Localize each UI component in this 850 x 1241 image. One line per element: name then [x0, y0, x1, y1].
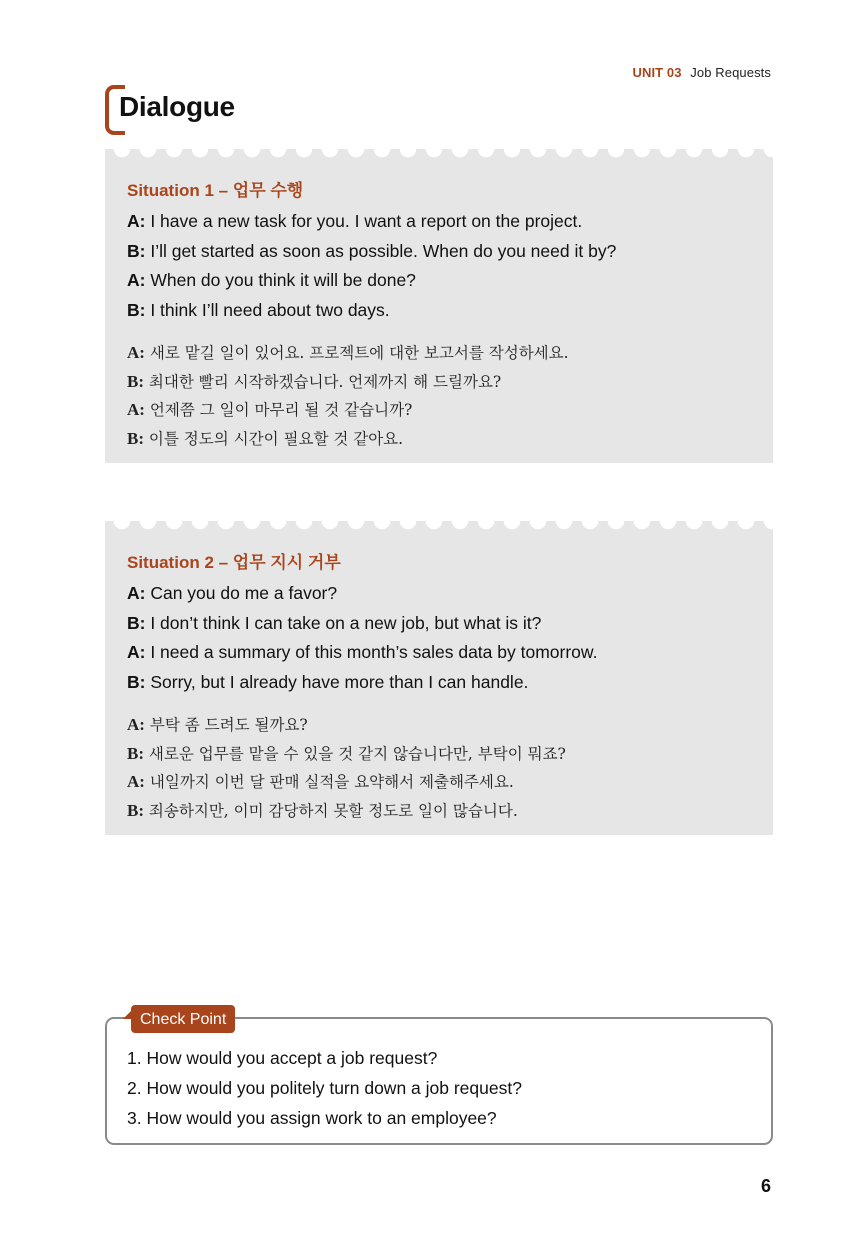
section-title-text: Dialogue: [119, 91, 235, 122]
speaker-label: A:: [127, 400, 145, 419]
speaker-label: B:: [127, 240, 146, 261]
speaker-label: A:: [127, 211, 146, 231]
speaker-label: A:: [127, 715, 145, 734]
speaker-label: A:: [127, 583, 146, 603]
unit-name: Job Requests: [690, 65, 771, 80]
line-text: 내일까지 이번 달 판매 실적을 요약해서 제출해주세요.: [144, 773, 514, 791]
translation-line: [127, 711, 566, 740]
line-text: Can you do me a favor?: [145, 583, 338, 603]
dialogue-line: [127, 668, 597, 698]
dialogue-line: [127, 638, 597, 668]
situation-2-title: Situation 2 – 업무 지시 거부: [127, 553, 341, 572]
speaker-label: B:: [127, 428, 144, 448]
speaker-label: A:: [127, 642, 146, 662]
speaker-label: B:: [127, 371, 144, 391]
line-text: Sorry, but I already have more than I can handle.: [145, 671, 529, 692]
speaker-label: B:: [127, 299, 146, 320]
unit-code: UNIT 03: [632, 65, 682, 80]
checkpoint-question: 3. How would you assign work to an employee?: [127, 1108, 497, 1128]
checkpoint-box: [105, 1017, 773, 1145]
checkpoint-question: 2. How would you politely turn down a job request?: [127, 1078, 522, 1098]
situation-1-title: Situation 1 – 업무 수행: [127, 181, 304, 200]
line-text: 최대한 빨리 시작하겠습니다. 언제까지 해 드릴까요?: [144, 372, 502, 391]
translation-line: [127, 396, 569, 425]
translation-line: [127, 797, 566, 826]
line-text: 부탁 좀 드려도 될까요?: [144, 716, 308, 734]
situation-1-box: [105, 149, 773, 463]
unit-header: [632, 65, 771, 80]
line-text: I have a new task for you. I want a report on the project.: [145, 211, 583, 231]
speaker-label: A:: [127, 270, 146, 290]
scalloped-edge: [105, 512, 773, 530]
dialogue-line: [127, 237, 616, 267]
translation-line: [127, 740, 566, 769]
line-text: I think I’ll need about two days.: [145, 299, 390, 320]
speaker-label: A:: [127, 343, 145, 362]
line-text: I don’t think I can take on a new job, but what is it?: [145, 612, 542, 633]
dialogue-line: [127, 296, 616, 326]
situation-1-korean: [127, 339, 569, 453]
translation-line: [127, 425, 569, 454]
line-text: 새로운 업무를 맡을 수 있을 것 같지 않습니다만, 부탁이 뭐죠?: [144, 744, 566, 763]
situation-2-box: [105, 521, 773, 835]
line-text: 죄송하지만, 이미 감당하지 못할 정도로 일이 많습니다.: [144, 801, 518, 820]
speaker-label: B:: [127, 671, 146, 692]
dialogue-line: [127, 609, 597, 639]
scalloped-edge: [105, 140, 773, 158]
speaker-label: A:: [127, 772, 145, 791]
situation-1-english: [127, 207, 616, 325]
situation-2-english: [127, 579, 597, 697]
line-text: 언제쯤 그 일이 마무리 될 것 같습니까?: [144, 401, 413, 419]
speaker-label: B:: [127, 612, 146, 633]
line-text: I need a summary of this month’s sales data by tomorrow.: [145, 642, 598, 662]
dialogue-line: [127, 207, 616, 237]
checkpoint-questions: [127, 1043, 522, 1133]
translation-line: [127, 339, 569, 368]
speaker-label: B:: [127, 800, 144, 820]
line-text: I’ll get started as soon as possible. When do you need it by?: [145, 240, 617, 261]
checkpoint-question: 1. How would you accept a job request?: [127, 1048, 438, 1068]
line-text: 새로 맡길 일이 있어요. 프로젝트에 대한 보고서를 작성하세요.: [144, 344, 569, 362]
page-number: 6: [760, 1176, 771, 1196]
line-text: 이틀 정도의 시간이 필요할 것 같아요.: [144, 429, 404, 448]
situation-2-korean: [127, 711, 566, 825]
line-text: When do you think it will be done?: [145, 270, 416, 290]
section-title: [105, 85, 245, 131]
translation-line: [127, 768, 566, 797]
translation-line: [127, 368, 569, 397]
dialogue-line: [127, 266, 616, 296]
speaker-label: B:: [127, 743, 144, 763]
dialogue-line: [127, 579, 597, 609]
checkpoint-label: Check Point: [131, 1005, 235, 1033]
